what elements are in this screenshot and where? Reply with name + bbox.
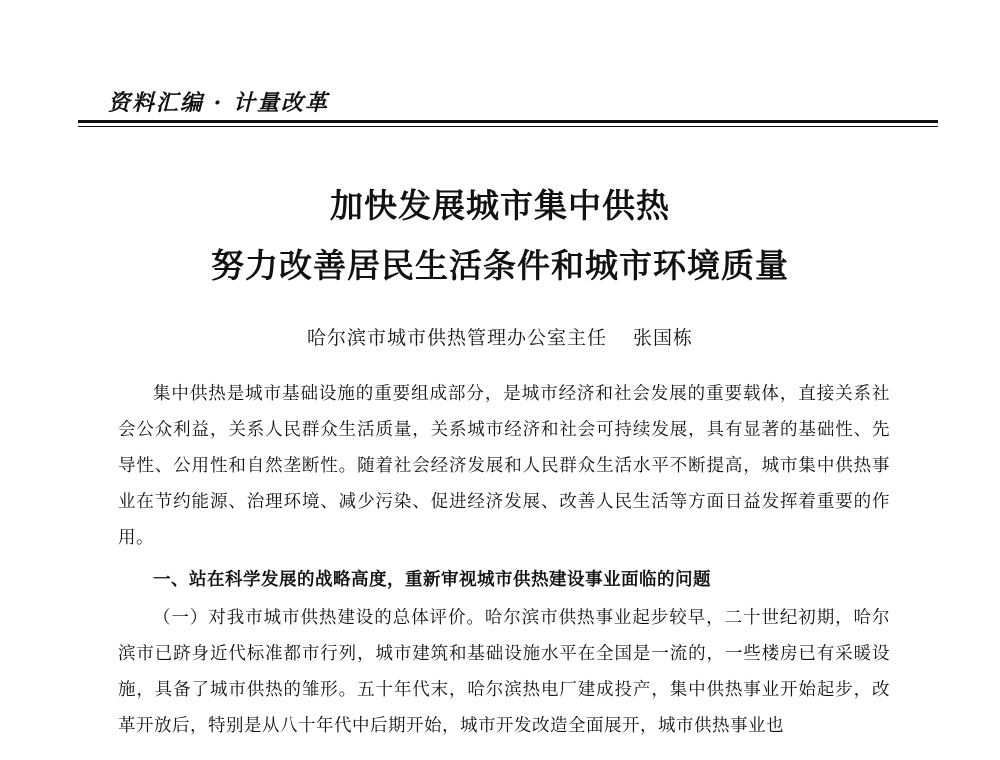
body-paragraph-1: 集中供热是城市基础设施的重要组成部分，是城市经济和社会发展的重要载体，直接关系社会公众利益，关系人民群众生活质量，关系城市经济和社会可持续发展，具有显著的基础性、先导性、公用性和自然垄断性。随着社会经济发展和人民群众生活水平不断提高，城市集中供热事业在节约能源、治理环境、减少污染、促进经济发展、改善人民生活等方面日益发挥着重要的作用。 xyxy=(118,384,890,548)
header-rule xyxy=(78,120,938,123)
author-name: 张国栋 xyxy=(633,327,694,349)
author-position: 哈尔滨市城市供热管理办公室主任 xyxy=(306,327,607,349)
article-title-line-1: 加快发展城市集中供热 xyxy=(330,186,670,225)
article-body xyxy=(118,376,890,744)
header-rule-thin xyxy=(78,126,938,127)
running-header: 资料汇编 · 计量改革 xyxy=(108,90,329,116)
byline xyxy=(0,323,1000,350)
body-paragraph-2: （一）对我市城市供热建设的总体评价。哈尔滨市供热事业起步较早，二十世纪初期，哈尔滨市已跻身近代标准都市行列，城市建筑和基础设施水平在全国是一流的，一些楼房已有采暖设施，具备了城市供热的雏形。五十年代末，哈尔滨热电厂建成投产，集中供热事业开始起步，改革开放后，特别是从八十年代中后期开始，城市开发改造全面展开，城市供热事业也 xyxy=(118,608,890,736)
section-heading-1: 一、站在科学发展的战略高度，重新审视城市供热建设事业面临的问题 xyxy=(153,570,711,590)
article-title-line-2: 努力改善居民生活条件和城市环境质量 xyxy=(211,246,789,285)
